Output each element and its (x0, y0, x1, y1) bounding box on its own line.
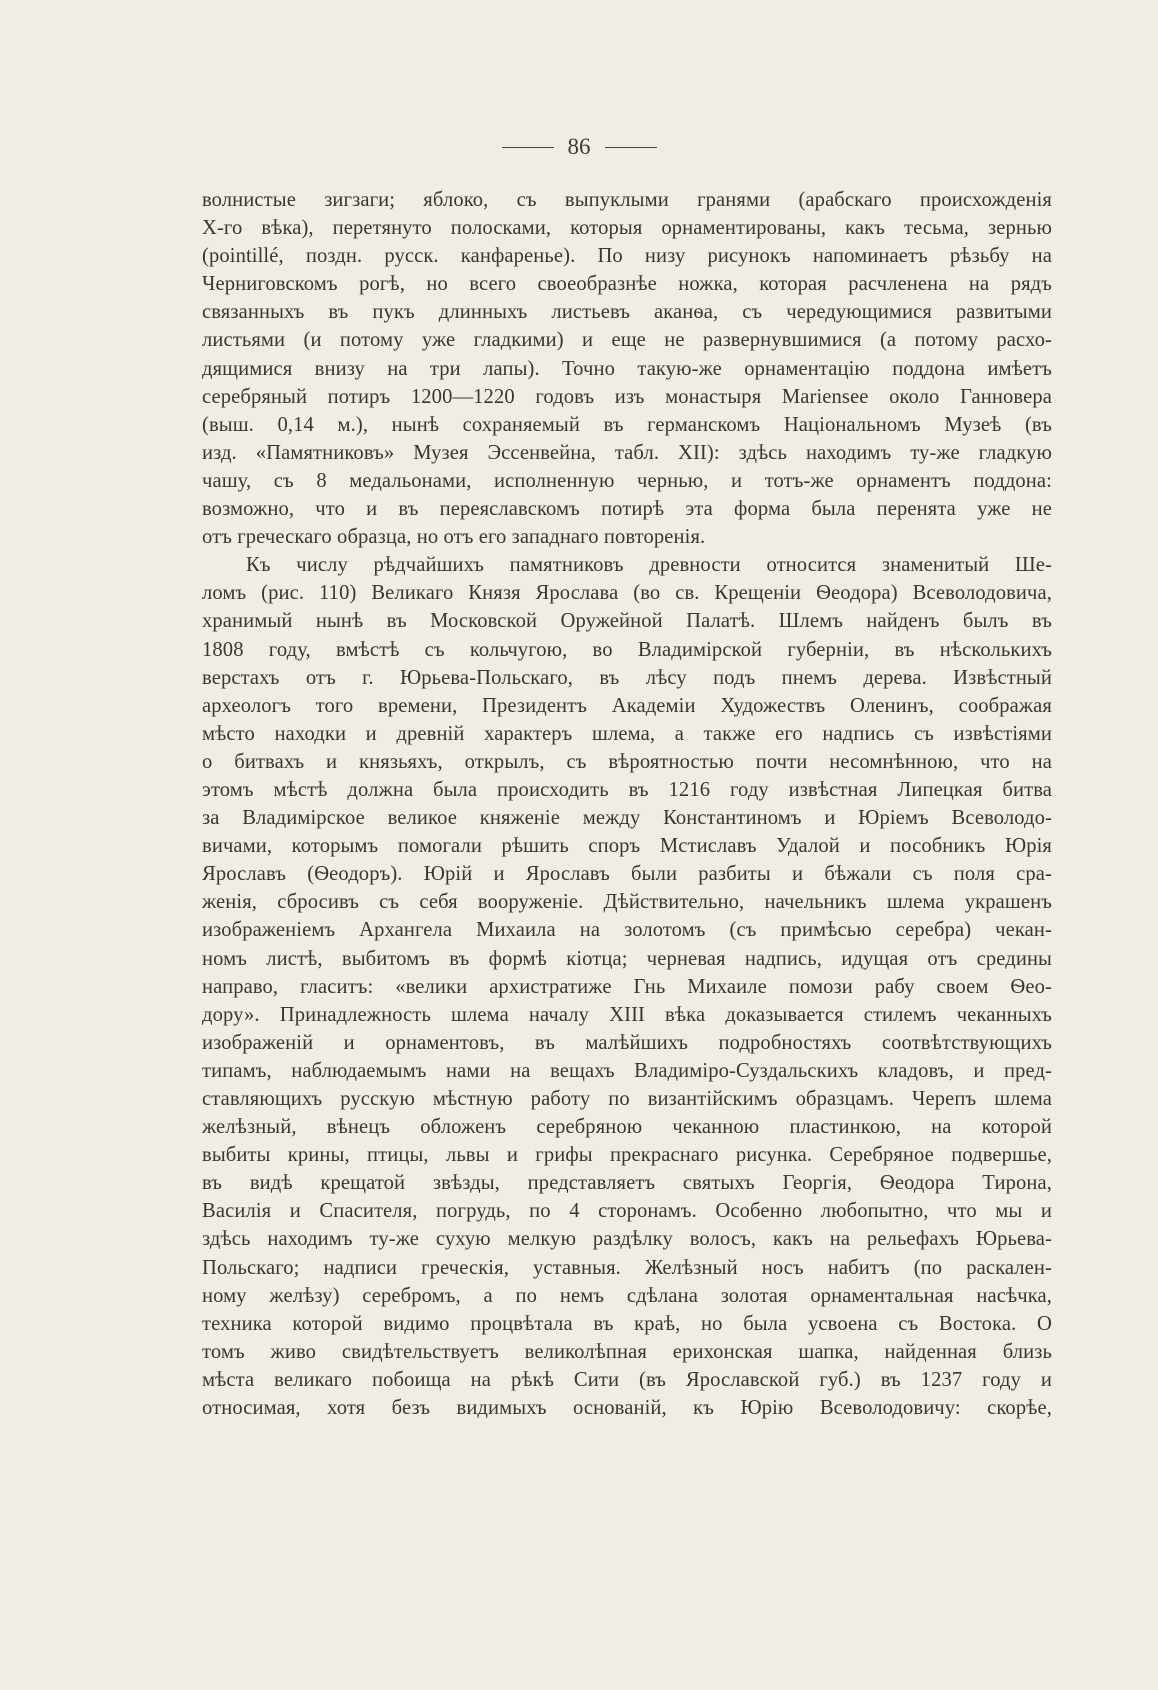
text-line: Польскаго; надписи греческія, уставныя. Желѣзный носъ набитъ (по раскален- (202, 1256, 1052, 1279)
text-line: выбиты крины, птицы, львы и грифы прекраснаго рисунка. Серебряное подвершье, (202, 1144, 1052, 1167)
text-line: Черниговскомъ рогѣ, но всего своеобразнѣе ножка, которая расчленена на рядъ (202, 273, 1052, 296)
text-line: мѣста великаго побоища на рѣкѣ Сити (въ Ярославской губ.) въ 1237 году и (202, 1368, 1052, 1391)
text-line: вичами, которымъ помогали рѣшить споръ Мстиславъ Удалой и пособникъ Юрія (202, 835, 1052, 858)
text-line: связанныхъ въ пукъ длинныхъ листьевъ аканѳа, съ чередующимися развитыми (202, 301, 1052, 324)
text-line: изображеніемъ Архангела Михаила на золотомъ (съ примѣсью серебра) чекан- (202, 919, 1052, 942)
left-rule (502, 147, 554, 148)
text-line: Василія и Спасителя, погрудь, по 4 сторонамъ. Особенно любопытно, что мы и (202, 1200, 1052, 1223)
right-rule (605, 147, 657, 148)
text-line: чашу, съ 8 медальонами, исполненную чернью, и тотъ-же орнаментъ поддона: (202, 469, 1052, 492)
text-line: техника которой видимо процвѣтала въ краѣ, но была усвоена съ Востока. О (202, 1312, 1052, 1335)
text-line: верстахъ отъ г. Юрьева-Польскаго, въ лѣсу подъ пнемъ дерева. Извѣстный (202, 666, 1052, 689)
text-line: за Владимірское великое княженіе между Константиномъ и Юріемъ Всеволодо- (202, 807, 1052, 830)
text-line: изображеній и орнаментовъ, въ малѣйшихъ подробностяхъ соотвѣтствующихъ (202, 1031, 1052, 1054)
text-line: номъ листѣ, выбитомъ въ формѣ кіотца; черневая надпись, идущая отъ средины (202, 947, 1052, 970)
text-line: возможно, что и въ переяславскомъ потирѣ эта форма была перенята уже не (202, 498, 1052, 521)
text-line: мѣсто находки и древній характеръ шлема, а также его надпись съ извѣстіями (202, 722, 1052, 745)
text-line: отъ греческаго образца, но отъ его западнаго повторенія. (202, 526, 706, 549)
text-line: томъ живо свидѣтельствуетъ великолѣпная ерихонская шапка, найденная близь (202, 1340, 1052, 1363)
page-number: 86 (567, 134, 591, 159)
text-line: женія, сбросивъ съ себя вооруженіе. Дѣйствительно, начельникъ шлема украшенъ (202, 891, 1052, 914)
text-line: (выш. 0,14 м.), нынѣ сохраняемый въ германскомъ Національномъ Музеѣ (въ (202, 413, 1052, 436)
text-line: ломъ (рис. 110) Великаго Князя Ярослава (во св. Крещеніи Ѳеодора) Всеволодовича, (202, 582, 1052, 605)
text-line: Ярославъ (Ѳеодоръ). Юрій и Ярославъ были разбиты и бѣжали съ поля сра- (202, 863, 1052, 886)
text-line: 1808 году, вмѣстѣ съ кольчугою, во Владимірской губерніи, въ нѣсколькихъ (202, 638, 1052, 661)
text-line: Къ числу рѣдчайшихъ памятниковъ древности относится знаменитый Ше- (246, 554, 1052, 577)
text-line: дору». Принадлежность шлема началу XIII вѣка доказывается стилемъ чеканныхъ (202, 1003, 1052, 1026)
text-line: о битвахъ и князьяхъ, открылъ, съ вѣроятностью почти несомнѣнною, что на (202, 750, 1052, 773)
text-line: серебряный потиръ 1200—1220 годовъ изъ монастыря Mariensee около Ганновера (202, 385, 1052, 408)
text-line: дящимися внизу на три лапы). Точно такую-же орнаментацію поддона имѣетъ (202, 357, 1052, 380)
text-line: относимая, хотя безъ видимыхъ основаній, къ Юрію Всеволодовичу: скорѣе, (202, 1397, 1052, 1420)
text-line: здѣсь находимъ ту-же сухую мелкую раздѣлку волосъ, какъ на рельефахъ Юрьева- (202, 1228, 1052, 1251)
text-line: ному желѣзу) серебромъ, а по немъ сдѣлана золотая орнаментальная насѣчка, (202, 1284, 1052, 1307)
text-line: хранимый нынѣ въ Московской Оружейной Палатѣ. Шлемъ найденъ былъ въ (202, 610, 1052, 633)
text-line: типамъ, наблюдаемымъ нами на вещахъ Владиміро-Суздальскихъ кладовъ, и пред- (202, 1059, 1052, 1082)
text-line: X-го вѣка), перетянуто полосками, которыя орнаментированы, какъ тесьма, зернью (202, 217, 1052, 240)
text-line: направо, гласитъ: «велики архистратиже Гнь Михаиле помози рабу своем Ѳео- (202, 975, 1052, 998)
page-header (0, 134, 1158, 160)
text-line: желѣзный, вѣнецъ обложенъ серебряною чеканною пластинкою, на которой (202, 1116, 1052, 1139)
text-line: ставляющихъ русскую мѣстную работу по византійскимъ образцамъ. Черепъ шлема (202, 1088, 1052, 1110)
text-line: этомъ мѣстѣ должна была происходить въ 1216 году извѣстная Липецкая битва (202, 778, 1052, 801)
text-line: изд. «Памятниковъ» Музея Эссенвейна, табл. XII): здѣсь находимъ ту-же гладкую (202, 441, 1052, 464)
text-line: волнистые зигзаги; яблоко, съ выпуклыми гранями (арабскаго происхожденія (202, 189, 1052, 211)
text-line: листьями (и потому уже гладкими) и еще не развернувшимися (а потому расхо- (202, 329, 1052, 352)
text-line: археологъ того времени, Президентъ Академіи Художествъ Оленинъ, соображая (202, 694, 1052, 717)
text-line: (pointillé, поздн. русск. канфаренье). По низу рисунокъ напоминаетъ рѣзьбу на (202, 245, 1052, 268)
text-line: въ видѣ крещатой звѣзды, представляетъ святыхъ Георгія, Ѳеодора Тирона, (202, 1172, 1052, 1195)
body-text (202, 186, 1052, 1422)
